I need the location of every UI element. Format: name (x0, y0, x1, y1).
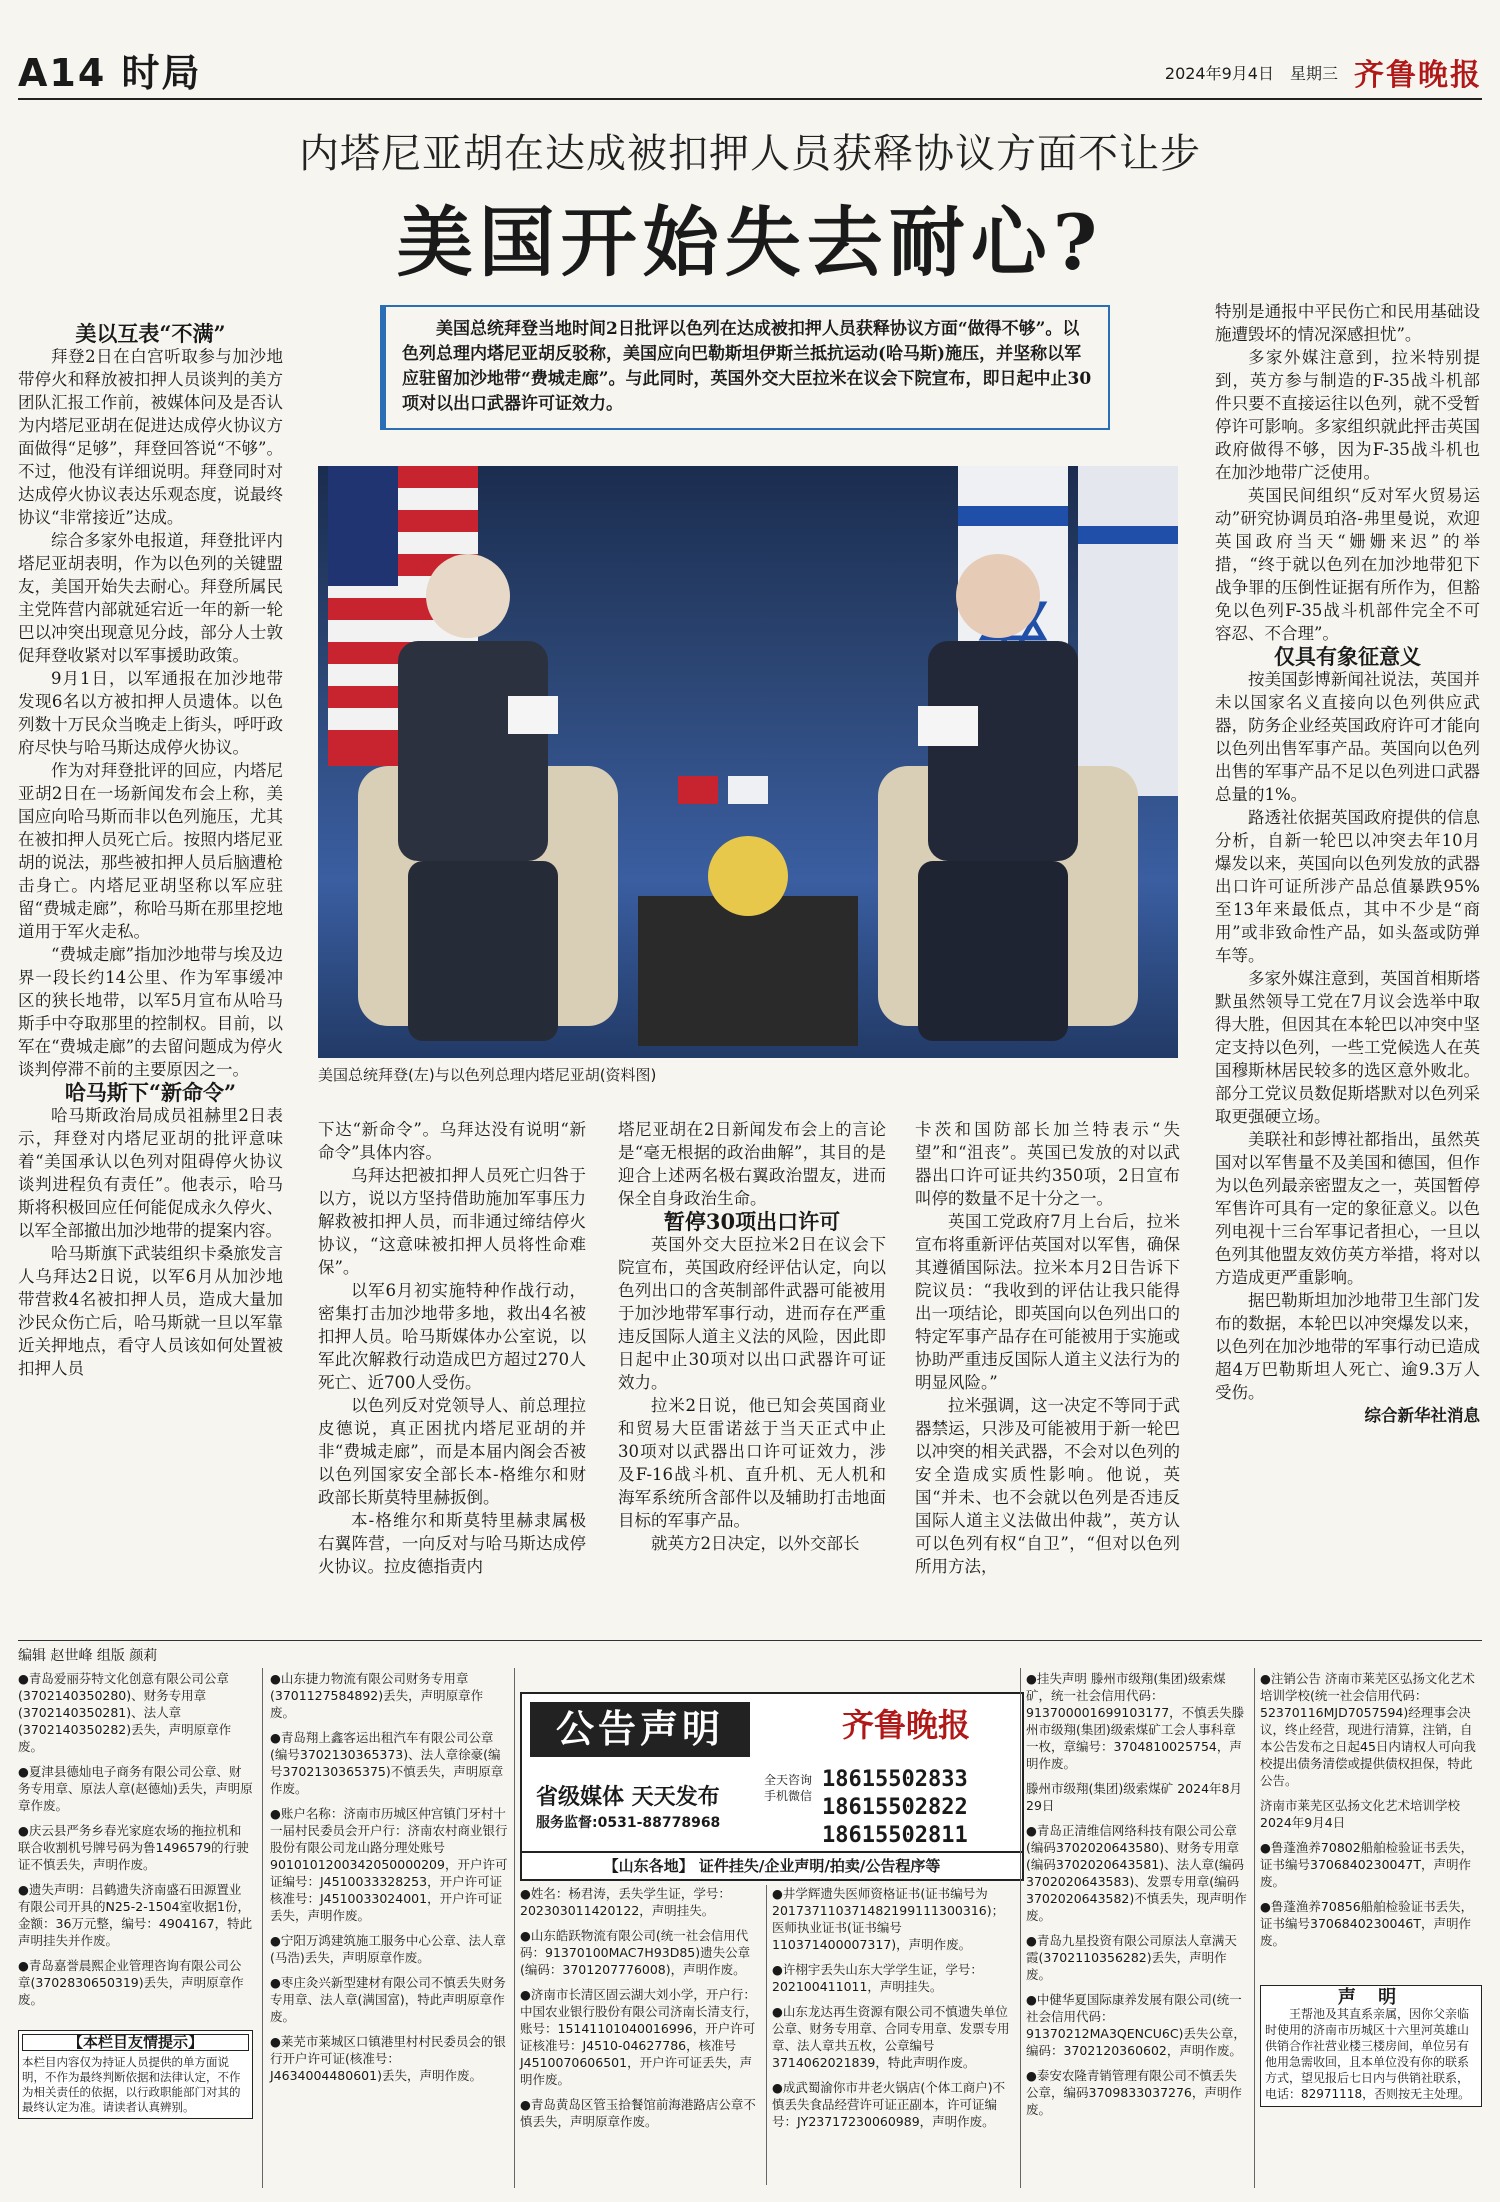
classified-notice: ●账户名称：济南市历城区仲宫镇门牙村十一届村民委员会开户行：济南农村商业银行股份有限公司龙山路分理处账号9010101200342050000209，开户许可证编号：J4510033328253，开户许可证核准号：J4510033024001，开户许可证丢失，声明作废。 (270, 1806, 508, 1923)
left-person-suit (398, 641, 548, 861)
desk-us-flag (678, 776, 718, 804)
classified-notice: 滕州市级翔(集团)级索煤矿 2024年8月29日 (1026, 1781, 1242, 1813)
classified-notice: ●姓名：杨君涛，丢失学生证，学号：202303011420122，声明挂失。 (520, 1886, 731, 1918)
section-subheading: 哈马斯下“新命令” (64, 1080, 237, 1105)
masthead-logo: 齐鲁晚报 (1354, 58, 1482, 93)
photo-illustration (318, 466, 1178, 1058)
classified-notice: ●山东皓跃物流有限公司(统一社会信用代码：91370100MAC7H93D85)遗失公章(编码：3701207776008)，声明作废。 (520, 1928, 751, 1977)
left-person-papers (508, 696, 558, 734)
notice-slogan: 省级媒体 天天发布 (536, 1785, 720, 1810)
classified-notice: ●成武蜀渝你市井老火锅店(个体工商户)不慎丢失食品经营许可证正副本，许可证编号：JY23717230060989，声明作废。 (772, 2080, 1006, 2129)
article-paragraph: 卡茨和国防部长加兰特表示“失望”和“沮丧”。英国已发放的对以武器出口许可证共约350项，2日宣布叫停的数量不足十分之一。 (915, 1120, 1180, 1208)
ad-divider (1254, 1668, 1255, 2188)
classified-notice: ●青岛爱丽芬特文化创意有限公司公章(3702140350280)、财务专用章(3702140350281)、法人章(3702140350282)丢失，声明原章作废。 (18, 1671, 232, 1754)
classified-notice: 济南市莱芜区弘扬文化艺术培训学校 2024年9月4日 (1260, 1798, 1461, 1830)
classified-notice: ●泰安农隆青销管理有限公司不慎丢失公章，编码3709833037276，声明作废。 (1026, 2068, 1242, 2117)
right-person-head (956, 554, 1040, 638)
article-paragraph: 9月1日，以军通报在加沙地带发现6名以方被扣押人员遗体。以色列数十万民众当晚走上街头，呼吁政府尽快与哈马斯达成停火协议。 (18, 669, 283, 757)
declaration-title: 声 明 (1337, 1987, 1405, 2008)
section-subheading: 美以互表“不满” (75, 321, 226, 346)
article-paragraph: 按美国彭博新闻社说法，英国并未以国家名义直接向以色列供应武器，防务企业经英国政府许可才能向以色列出售军事产品。英国向以色列出售的军事产品不足以色列进口武器总量的1%。 (1215, 670, 1480, 804)
classified-notice: ●注销公告 济南市莱芜区弘扬文化艺术培训学校(统一社会信用代码：52370116MJD7057594)经理事会决议，终止经营，现进行清算，注销，自本公告发布之日起45日内请权人可向我校提出债务清偿或提供债权担保，特此公告。 (1260, 1671, 1476, 1788)
editor-line: 编辑 赵世峰 组版 颜莉 (18, 1640, 1482, 1665)
ad-column-2 (270, 1670, 508, 2092)
classified-notice: ●莱芜市莱城区口镇港里村村民委员会的银行开户许可证(核准号：J4634004480601)丢失，声明作废。 (270, 2034, 506, 2083)
article-paragraph: 英国民间组织“反对军火贸易运动”研究协调员珀洛-弗里曼说，欢迎英国政府当天“姗姗来迟”的举措，“终于就以色列在加沙地带犯下战争罪的压倒性证据有所作为，但豁免以色列F-35战斗机部件完全不可容忍、不合理”。 (1215, 486, 1480, 643)
article-column-1 (18, 322, 283, 1380)
classified-notice: ●挂失声明 滕州市级翔(集团)级索煤矿，统一社会信用代码：913700001699103177，不慎丢失滕州市级翔(集团)级索煤矿工会人事科章一枚，章编号：3704810025754，声明作废。 (1026, 1671, 1245, 1771)
article-paragraph: 就英方2日决定，以外交部长 (651, 1534, 860, 1553)
article-paragraph: 美联社和彭博社都指出，虽然英国对以军售量不及美国和德国，但作为以色列最亲密盟友之一，英国暂停军售许可具有一定的象征意义。以色列电视十三台军事记者担心，一旦以色列其他盟友效仿英方举措，将对以方造成更严重影响。 (1215, 1130, 1480, 1287)
article-column-5 (1215, 300, 1480, 1427)
article-paragraph: 据巴勒斯坦加沙地带卫生部门发布的数据，本轮巴以冲突爆发以来，以色列在加沙地带的军事行动已造成超4万巴勒斯坦人死亡、逾9.3万人受伤。 (1215, 1291, 1480, 1402)
article-column-4 (915, 1118, 1180, 1578)
article-paragraph: 下达“新命令”。乌拜达没有说明“新命令”具体内容。 (318, 1120, 586, 1162)
weekday: 星期三 (1289, 63, 1338, 83)
article-paragraph: 多家外媒注意到，英国首相斯塔默虽然领导工党在7月议会选举中取得大胜，但因其在本轮巴以冲突中坚定支持以色列，一些工党候选人在英国穆斯林居民较多的选区意外败北。部分工党议员数促斯塔默对以色列采取更强硬立场。 (1215, 969, 1480, 1126)
news-photo (318, 466, 1178, 1058)
declaration-box (1260, 1985, 1482, 2107)
ad-divider (514, 1668, 515, 2188)
article-paragraph: 拉米强调，这一决定不等同于武器禁运，只涉及可能被用于新一轮巴以冲突的相关武器，不会对以色列的安全造成实质性影响。他说，英国“并未、也不会就以色列是否违反国际人道主义法做出仲裁”，英方认可以色列有权“自卫”，“但对以色列所用方法， (915, 1396, 1180, 1576)
article-lead: 美国总统拜登当地时间2日批评以色列在达成被扣押人员获释协议方面“做得不够”。以色列总理内塔尼亚胡反驳称，美国应向巴勒斯坦伊斯兰抵抗运动(哈马斯)施压，并坚称以军应驻留加沙地带“费城走廊”。与此同时，英国外交大臣拉米在议会下院宣布，即日起中止30项对以出口武器许可证效力。 (380, 305, 1110, 430)
article-credit: 综合新华社消息 (1364, 1406, 1480, 1425)
notice-masthead: 齐鲁晚报 (842, 1706, 971, 1744)
article-paragraph: 路透社依据英国政府提供的信息分析，自新一轮巴以冲突去年10月爆发以来，英国向以色列发放的武器出口许可证所涉产品总值暴跌95%至13年来最低点，其中不少是“商用”或非致命性产品，如头盔或防弹车等。 (1215, 808, 1480, 965)
notice-services: 【山东各地】 证件挂失/企业声明/拍卖/公告程序等 (522, 1851, 1022, 1879)
article-paragraph: 以军6月初实施特种作战行动，密集打击加沙地带多地，救出4名被扣押人员。哈马斯媒体办公室说，以军此次解救行动造成巴方超过270人死亡、近700人受伤。 (318, 1281, 586, 1392)
right-person-suit (928, 641, 1078, 861)
issue-date: 2024年9月4日 (1164, 63, 1274, 83)
tip-box-text: 本栏目内容仅为持证人员提供的单方面说明，不作为最终判断依据和法律认定，不作为相关责任的依据，以行政职能部门对其的最终认定为准。请读者认真辨别。 (22, 2055, 241, 2114)
article-paragraph: 特别是通报中平民伤亡和民用基础设施遭毁坏的情况深感担忧”。 (1215, 302, 1480, 344)
classified-notice: ●青岛九星投资有限公司原法人章满天霞(3702110356282)丢失，声明作废。 (1026, 1933, 1237, 1982)
flower-arrangement (708, 836, 788, 916)
tip-box-title: 【本栏目友情提示】 (22, 2034, 249, 2051)
classified-notice: ●鲁蓬渔养70856船舶检验证书丢失，证书编号3706840230046T，声明作废。 (1260, 1899, 1474, 1948)
article-paragraph: 英国工党政府7月上台后，拉米宣布将重新评估英国对以军售，确保其遵循国际法。拉米本月2日告诉下院议员：“我收到的评估让我只能得出一项结论，即英国向以色列出口的特定军事产品存在可能被用于实施或协助严重违反国际人道主义法行为的明显风险。” (915, 1212, 1180, 1392)
desk-israel-flag (728, 776, 768, 804)
classified-notice: ●山东龙达再生资源有限公司不慎遗失单位公章、财务专用章、合同专用章、发票专用章、法人章共五枚，公章编号3714062021839，特此声明作废。 (772, 2004, 1010, 2070)
notice-hotline: 服务监督:0531-88778968 (536, 1815, 721, 1831)
article-paragraph: 塔尼亚胡在2日新闻发布会上的言论是“毫无根据的政治曲解”，其目的是迎合上述两名极右翼政治盟友，进而保全自身政治生命。 (618, 1120, 886, 1208)
article-paragraph: 拜登2日在白宫听取参与加沙地带停火和释放被扣押人员谈判的美方团队汇报工作前，被媒体问及是否认为内塔尼亚胡在促进达成停火协议方面做得“足够”，拜登回答说“不够”。不过，他没有详细说明。拜登同时对达成停火协议表达乐观态度，说最终协议“非常接近”达成。 (18, 347, 283, 527)
notice-qr-text: 全天咨询 手机微信 (764, 1773, 813, 1803)
classified-notice: ●济南市长清区固云湖大刘小学，开户行：中国农业银行股份有限公司济南长清支行，账号：15141101040016996，开户许可证核准号：J4510-04627786，核准号J4510070606501，开户许可证丢失，声明作废。 (520, 1987, 758, 2087)
classified-notice: ●中健华夏国际康养发展有限公司(统一社会信用代码：91370212MA3QENCU6C)丢失公章，编码：3702120360602，声明作废。 (1026, 1992, 1246, 2058)
article-kicker: 内塔尼亚胡在达成被扣押人员获释协议方面不让步 (299, 131, 1201, 177)
tip-box (18, 2030, 253, 2119)
ad-divider (262, 1668, 263, 2188)
classified-notice: ●青岛翔上鑫客运出租汽车有限公司公章(编号3702130365373)、法人章徐豪(编号3702130365375)不慎丢失，声明原章作废。 (270, 1730, 504, 1796)
ad-column-6 (1260, 1670, 1482, 1957)
ad-column-4 (772, 1885, 1012, 2138)
notice-box (520, 1692, 1024, 1881)
header-meta (1165, 50, 1482, 94)
classified-notice: ●宁阳万鸿建筑施工服务中心公章、法人章(马浩)丢失，声明原章作废。 (270, 1933, 506, 1965)
ad-column-1 (18, 1670, 253, 2016)
article-paragraph: 哈马斯旗下武装组织卡桑旅发言人乌拜达2日说，以军6月从加沙地带营救4名被扣押人员，造成大量加沙民众伤亡后，哈马斯就一旦以军靠近关押地点，看守人员该如何处置被扣押人员 (18, 1244, 283, 1378)
classified-notice: ●井学辉遗失医师资格证书(证书编号为201737110371482199111300316)；医师执业证书(证书编号110371400007317)，声明作废。 (772, 1886, 1005, 1952)
classified-notice: ●庆云县严务乡春光家庭农场的拖拉机和联合收割机号牌号码为鲁1496579的行驶证不慎丢失，声明作废。 (18, 1823, 249, 1872)
notice-title: 公告声明 (530, 1702, 750, 1757)
classified-notice: ●枣庄灸兴新型建材有限公司不慎丢失财务专用章、法人章(满国富)，特此声明原章作废。 (270, 1975, 506, 2024)
article-paragraph: 作为对拜登批评的回应，内塔尼亚胡2日在一场新闻发布会上称，美国应向哈马斯而非以色列施压，尤其在被扣押人员死亡后。按照内塔尼亚胡的说法，那些被扣押人员后脑遭枪击身亡。内塔尼亚胡坚称以军应驻留“费城走廊”，称哈马斯在那里挖地道用于军火走私。 (18, 761, 283, 941)
ad-divider (766, 1885, 767, 2185)
phone-number: 18615502811 (822, 1823, 968, 1848)
page-number: A14 时局 (18, 51, 202, 95)
article-paragraph: 以色列反对党领导人、前总理拉皮德说，真正困扰内塔尼亚胡的并非“费城走廊”，而是本届内阁会否被以色列国家安全部长本-格维尔和财政部长斯莫特里赫扳倒。 (318, 1396, 586, 1507)
article-paragraph: 本-格维尔和斯莫特里赫隶属极右翼阵营，一向反对与哈马斯达成停火协议。拉皮德指责内 (318, 1511, 586, 1576)
article-paragraph: 英国外交大臣拉米2日在议会下院宣布，英国政府经评估认定，向以色列出口的含英制部件武器可能被用于加沙地带军事行动，进而存在严重违反国际人道主义法的风险，因此即日起中止30项对以出口武器许可证效力。 (618, 1235, 886, 1392)
right-person-papers (918, 706, 978, 746)
article-column-3 (618, 1118, 886, 1555)
left-person-head (426, 554, 510, 638)
article-headline: 美国开始失去耐心? (396, 198, 1104, 287)
classified-notice: ●青岛嘉誉晨熙企业管理咨询有限公司公章(3702830650319)丢失，声明原章作废。 (18, 1958, 244, 2007)
declaration-text: 王帮池及其直系亲属，因你父亲临时使用的济南市历城区十六里河英雄山供销合作社营业楼三楼房间，单位另有他用急需收回，且本单位没有你的联系方式，望见报后七日内与供销社联系，电话：82971118，否则按无主处理。 (1265, 2007, 1471, 2101)
ad-column-3 (520, 1885, 760, 2138)
ad-divider (1020, 1668, 1021, 2188)
classified-notice: ●青岛正清维信网络科技有限公司公章(编码3702020643580)、财务专用章(编码3702020643581)、法人章(编码3702020643583)、发票专用章(编码3702020643582)不慎丢失，现声明作废。 (1026, 1823, 1247, 1923)
article-paragraph: 多家外媒注意到，拉米特别提到，英方参与制造的F-35战斗机部件只要不直接运往以色列，就不受暂停许可影响。多家组织就此抨击英国政府做得不够，因为F-35战斗机也在加沙地带广泛使用。 (1215, 348, 1480, 482)
phone-number: 18615502833 (822, 1767, 968, 1792)
classified-notice: ●许栩宇丢失山东大学学生证，学号：202100411011，声明挂失。 (772, 1962, 983, 1994)
article-column-2 (318, 1118, 586, 1578)
section-subheading: 仅具有象征意义 (1274, 644, 1421, 669)
page-header (18, 40, 1482, 100)
photo-caption: 美国总统拜登(左)与以色列总理内塔尼亚胡(资料图) (318, 1066, 657, 1084)
section-subheading: 暂停30项出口许可 (663, 1209, 841, 1234)
side-table (638, 896, 858, 1046)
article-paragraph: 哈马斯政治局成员祖赫里2日表示，拜登对内塔尼亚胡的批评意味着“美国承认以色列对阻碍停火协议谈判进程负有责任”。他表示，哈马斯将积极回应任何能促成永久停火、以军全部撤出加沙地带的提案内容。 (18, 1106, 283, 1240)
classified-notice: ●青岛黄岛区管玉拾餐馆前海港路店公章不慎丢失，声明原章作废。 (520, 2097, 756, 2129)
article-paragraph: 拉米2日说，他已知会英国商业和贸易大臣雷诺兹于当天正式中止30项对以武器出口许可证效力，涉及F-16战斗机、直升机、无人机和海军系统所含部件以及辅助打击地面目标的军事产品。 (618, 1396, 886, 1530)
classified-notice: ●遗失声明：吕鹤遗失济南盛石田源置业有限公司开具的N25-2-1504室收据1份，金额：36万元整，编号：4904167，特此声明挂失并作废。 (18, 1882, 253, 1948)
article-paragraph: “费城走廊”指加沙地带与埃及边界一段长约14公里、作为军事缓冲区的狭长地带，以军5月宣布从哈马斯手中夺取那里的控制权。目前，以军在“费城走廊”的去留问题成为停火谈判停滞不前的主要原因之一。 (18, 945, 283, 1079)
classified-notice: ●山东捷力物流有限公司财务专用章(3701127584892)丢失，声明原章作废。 (270, 1671, 484, 1720)
article-paragraph: 综合多家外电报道，拜登批评内塔尼亚胡表明，作为以色列的关键盟友，美国开始失去耐心。拜登所属民主党阵营内部就延宕近一年的新一轮巴以冲突出现意见分歧，部分人士敦促拜登收紧对以军事援助政策。 (18, 531, 283, 665)
phone-number: 18615502822 (822, 1795, 968, 1820)
article-paragraph: 乌拜达把被扣押人员死亡归咎于以方，说以方坚持借助施加军事压力解救被扣押人员，而非通过缔结停火协议，“这意味被扣押人员将性命难保”。 (318, 1166, 586, 1277)
ad-column-5 (1026, 1670, 1248, 2126)
classified-notice: ●夏津县德灿电子商务有限公司公章、财务专用章、原法人章(赵德灿)丢失，声明原章作废。 (18, 1764, 253, 1813)
notice-phones (822, 1766, 968, 1850)
classified-notice: ●鲁蓬渔养70802船舶检验证书丢失，证书编号3706840230047T，声明作废。 (1260, 1840, 1474, 1889)
